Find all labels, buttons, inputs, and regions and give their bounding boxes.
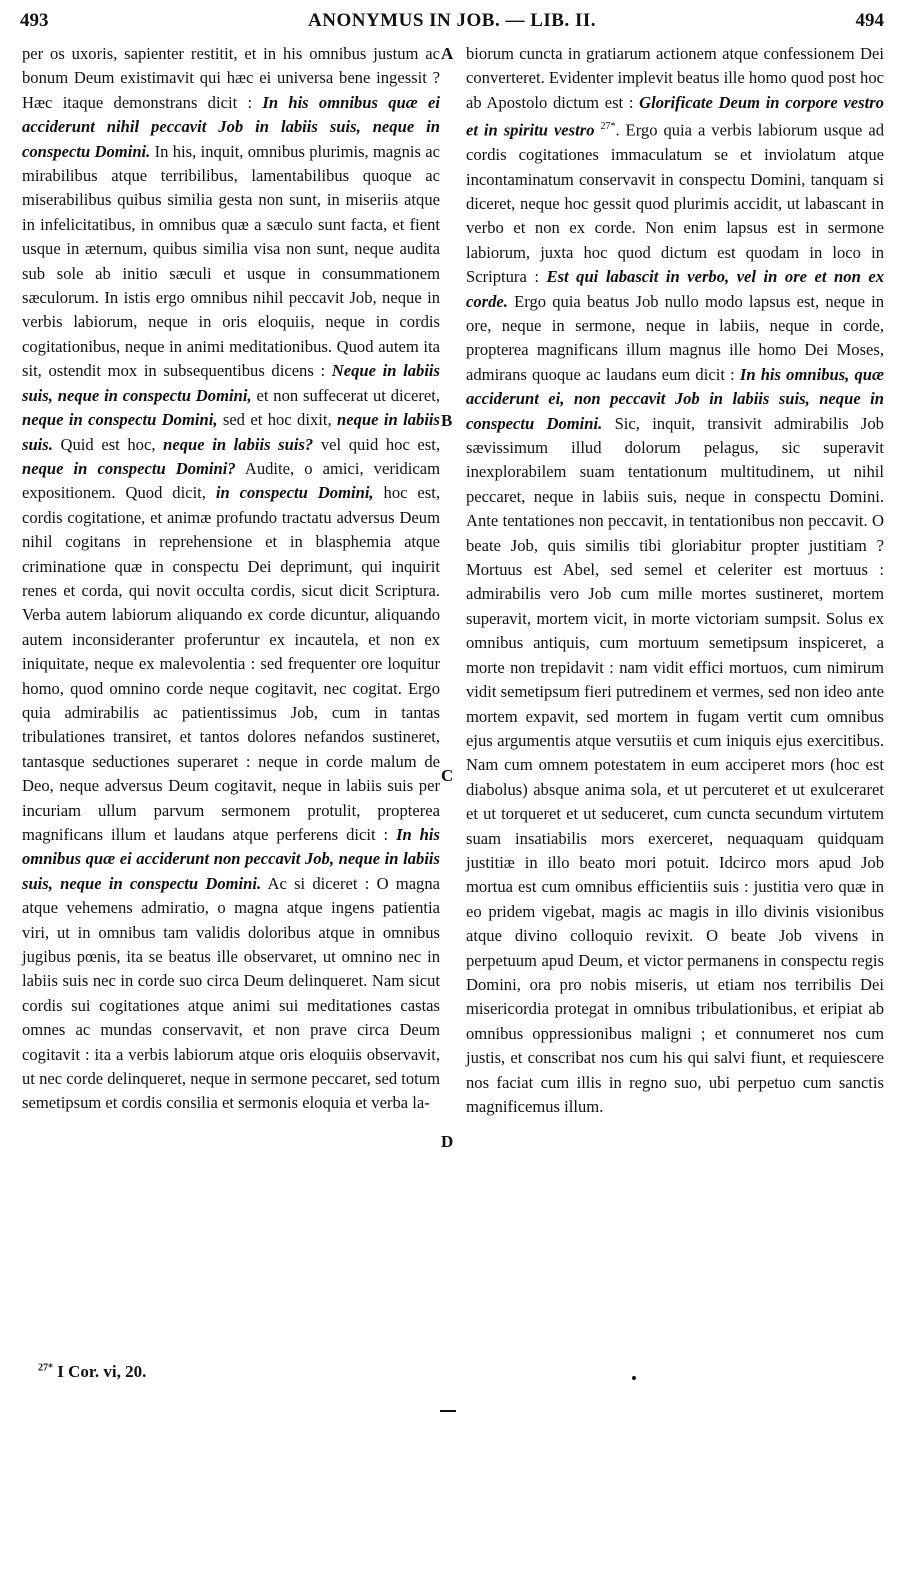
running-title: ANONYMUS IN JOB. — LIB. II. [308, 10, 596, 31]
section-marker-b: B [441, 411, 453, 430]
right-column [466, 42, 884, 1119]
body-text: vel quid hoc est, [320, 434, 441, 454]
section-marker-d: D [441, 1132, 454, 1151]
footnote [38, 1362, 146, 1382]
body-text: et non suffecerat ut diceret, [256, 385, 440, 405]
scripture-quote: Neque in labiis suis, neque in conspectu Domini, [22, 361, 440, 405]
scripture-quote: neque in labiis suis. [22, 410, 440, 454]
running-header [20, 10, 884, 40]
section-marker-c: C [441, 766, 454, 785]
footnote-mark: 27* [38, 1362, 53, 1374]
body-text: Audite, o amici, veridicam expositionem. Quod dicit, [22, 458, 441, 503]
left-paragraph [22, 42, 440, 1116]
footnote-reference: 27* [600, 121, 616, 133]
body-text: Sic, inquit, transivit admirabilis Job sævissimum illud dolorum pelagus, sic superavit inexplorabilem suam tentationum multitudinem, ut nihil peccaret, neque in labiis suis, neque in conspectu Domini. Ante tentationes non peccavit, in tentationibus non peccavit. O beate Job, quis similis tibi gloriabitur propter justitiam ? Mortuus est Abel, sed semel et celeriter est mortuus : admirabilis vero Job cum mille mortes sustineret, mortem superavit, mortem vicit, in morte victoriam sumpsit. Solus ex omnibus antiquis, cum mortuum semetipsum inspiceret, a morte non trepidavit : nam vidit effici mortuos, cum nimirum vidit semetipsum fieri putredinem et vermes, sed non ideo ante mortem expavit, sed mortem in fugam vertit cum omnibus ejus argumentis atque versutiis et cum iniquis ejus exercitibus. Nam cum omnem potestatem in eum acciperet mors (hoc est diabolus) absque anima sola, et ut percuteret et ut exulceraret et ut torqueret et ut seduceret, cum cuncta secundum virtutem suam insatiabilis mors exerceret, nequaquam quidquam justitiæ in illo beato mori potuit. Idcirco mors apud Job mortua est cum omnibus efficientiis suis : justitia vero quæ in eo pridem vigebat, magis ac magis in illo divinis visionibus atque divino colloquio revixit. O beate Job vivens in perpetuum apud Deum, et victor permanens in conspectu regis Domini, ora pro nobis miseris, ut etiam nos terribilis Dei misericordia protegat in omnibus tribulationibus, et eripiat ab omnibus oppressionibus maligni ; et connumeret nos cum justis, et conscribat nos cum his qui salvi fiunt, et requiescere nos faciat cum illis in regno suo, ubi perpetuo cum sanctis magnificemus illum. [466, 413, 884, 1116]
left-column [22, 42, 440, 1116]
page-end-dash [440, 1410, 456, 1412]
footnote-text: I Cor. vi, 20. [57, 1362, 147, 1381]
page-number-right: 494 [855, 10, 884, 31]
scripture-quote: Glorificate Deum in corpore vestro et in spiritu vestro [466, 92, 884, 140]
scripture-quote: neque in conspectu Domini? [22, 458, 236, 478]
body-text: hoc est, cordis cogitatione, et animæ profundo tractatu adversus Deum nihil cogitans in reprehensione et in blasphemia atque criminatione quæ in conspectu Dei deprimunt, qui inquirit renes et corda, qui novit occulta cordis, sicut dicit Scriptura. Verba autem labiorum aliquando ex corde dicuntur, aliquando autem inconsideranter proferuntur ex incautela, et non ex iniquitate, neque ex malevolentia : sed frequenter ore loquitur homo, quod omnino corde neque cogitavit, nec cogitat. Ergo quia admirabilis ac patientissimus Job, cum in tantas tribulationes transiret, et tantos dolores nefandos sustineret, tantasque seductiones superaret : neque in corde malum de Deo, neque adversus Deum cogitavit, neque in labiis suis per incuriam ullum parvum sermonem protulit, propterea magnificans illum et laudans atque perferens dicit : [22, 483, 440, 844]
body-text: Quid est hoc, [60, 434, 156, 454]
scripture-quote: neque in conspectu Domini, [22, 410, 218, 430]
body-text: sed et hoc dixit, [222, 410, 332, 430]
body-text: Ac si diceret : O magna atque vehemens admiratio, o magna atque ingens patientia viri, ut in omnibus tam validis doloribus atque in omnibus jugibus pœnis, ita se beatus ille observaret, ut omnino nec in labiis suis nec in corde suo circa Deum delinqueret. Nam sicut cordis sui cogitationes atque animi sui meditationes castas omnes ac mundas conservavit, et non prave circa Deum cogitavit : ita a verbis labiorum atque oris eloquiis observavit, ut nec corde delinqueret, neque in sermone peccaret, sed totum semetipsum et cordis consilia et sermonis eloquia et verba la- [22, 873, 441, 1113]
scripture-quote: In his omnibus quæ ei acciderunt nihil peccavit Job in labiis suis, neque in conspectu Domini. [22, 92, 440, 161]
scripture-quote: in conspectu Domini, [215, 483, 374, 503]
section-marker-a: A [441, 44, 454, 63]
scripture-quote: In his omnibus quæ ei acciderunt non peccavit Job, neque in labiis suis, neque in conspectu Domini. [22, 825, 440, 893]
scripture-quote: Est qui labascit in verbo, vel in ore et non ex corde. [466, 267, 884, 311]
page-number-left: 493 [20, 10, 49, 31]
ink-dot [632, 1376, 636, 1380]
body-text: . Ergo quia a verbis labiorum usque ad cordis cogitationes immaculatum se et inviolatum atque incontaminatum conservavit in conspectu Domini, tanquam si diceret, neque hoc gessit quod plurimis accidit, ut labascant in verbo et non ex corde. Non enim lapsus est in sermone labiorum, juxta hoc quod dictum est quodam in loco in Scriptura : [466, 120, 884, 287]
body-text: per os uxoris, sapienter restitit, et in his omnibus justum ac bonum Deum existimavit qui hæc ei universa bene ingessit ? Hæc itaque demonstrans dicit : [22, 44, 440, 112]
right-paragraph [466, 42, 884, 1119]
body-text: biorum cuncta in gratiarum actionem atque confessionem Dei converteret. Evidenter implevit beatus ille homo quod post hoc ab Apostolo dictum est : [466, 44, 884, 112]
body-text: Ergo quia beatus Job nullo modo lapsus est, neque in ore, neque in sermone, neque in labiis, neque in corde, propterea magnificans illum magnus ille homo Dei Moses, admirans quoque ac laudans eum dicit : [466, 291, 885, 384]
body-text: In his, inquit, omnibus plurimis, magnis ac mirabilibus atque terribilibus, lamentabilibus quoque ac miserabilibus quibus similia gesta non sunt, in miseriis atque in infelicitatibus, in omnibus quæ a sæculo sunt facta, et fient usque in æternum, quibus similia visa non sunt, neque audita sub sole ab initio sæculi et usque in consummationem sæculorum. In istis ergo omnibus nihil peccavit Job, neque in verbis labiorum, neque in oris eloquiis, neque in cordis cogitationibus, neque in animi meditationibus. Quod autem ita sit, ostendit mox in subsequentibus dicens : [22, 141, 440, 381]
scripture-quote: neque in labiis suis? [163, 434, 314, 454]
scripture-quote: In his omnibus, quæ acciderunt ei, non peccavit Job in labiis suis, neque in conspectu Domini. [466, 364, 884, 433]
